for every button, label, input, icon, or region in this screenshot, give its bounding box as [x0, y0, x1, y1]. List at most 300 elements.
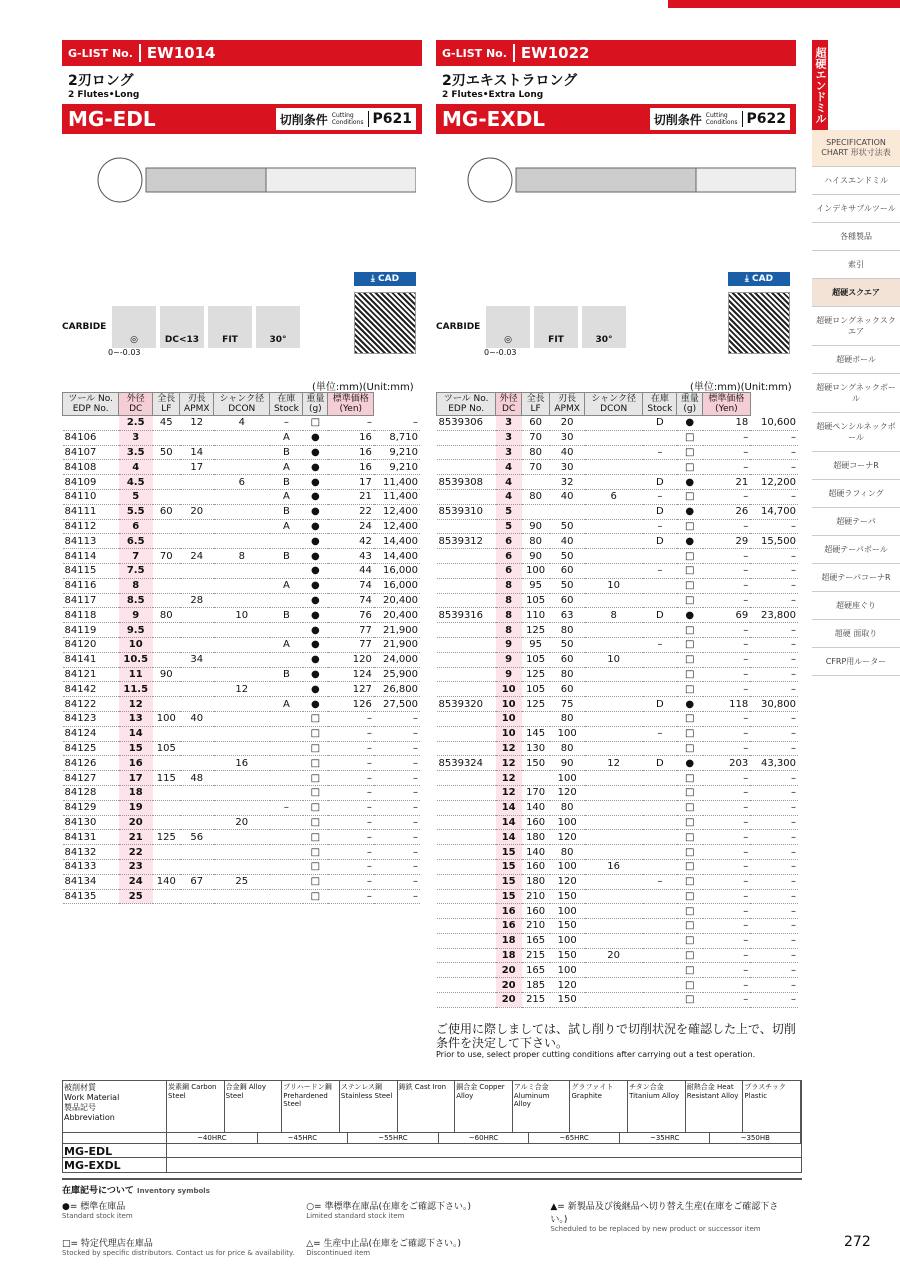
cell-1: 5 — [119, 489, 153, 504]
cell-6: ● — [303, 593, 328, 608]
cell-6: ● — [677, 608, 703, 623]
table-row — [63, 549, 421, 564]
cell-3 — [550, 504, 585, 519]
cell-1: 3 — [496, 430, 522, 445]
left-glist-code: EW1014 — [139, 44, 216, 62]
cell-8: – — [750, 578, 798, 593]
cell-3: 100 — [550, 815, 585, 830]
sidebar-item[interactable]: ハイスエンドミル — [812, 167, 900, 195]
sidebar-item[interactable]: インデキサブルツール — [812, 195, 900, 223]
material-col: 炭素鋼 Carbon Steel — [167, 1081, 225, 1132]
cell-4 — [585, 519, 643, 534]
cell-3: 56 — [180, 830, 214, 845]
category-sidebar — [812, 40, 900, 676]
cell-1: 2.5 — [119, 416, 153, 431]
cell-1: 25 — [119, 889, 153, 904]
cell-3: 60 — [550, 682, 585, 697]
carbide-label: CARBIDE — [436, 322, 481, 332]
cell-4 — [585, 993, 643, 1008]
dc-icon: DC<13 — [160, 306, 204, 348]
cell-0 — [437, 815, 496, 830]
cell-4 — [214, 519, 270, 534]
cell-8: – — [750, 948, 798, 963]
cell-5: – — [643, 519, 677, 534]
cell-7: – — [328, 711, 374, 726]
cell-1: 7.5 — [119, 563, 153, 578]
cell-2 — [153, 859, 180, 874]
sidebar-item[interactable]: 各種製品 — [812, 223, 900, 251]
cell-5 — [270, 593, 303, 608]
cell-0: 8539308 — [437, 475, 496, 490]
cell-2: 95 — [522, 637, 550, 652]
cell-4 — [214, 889, 270, 904]
inventory-item: □= 特定代理店在庫品 Stocked by specific distributors. Contact us for price & availability. — [62, 1239, 295, 1257]
cell-2: 60 — [153, 504, 180, 519]
cell-1: 12 — [496, 741, 522, 756]
col-header-0: ツール No. EDP No. — [63, 393, 119, 416]
sidebar-item[interactable]: 超硬スクエア — [812, 279, 900, 307]
cell-0 — [437, 845, 496, 860]
cell-1: 14 — [496, 815, 522, 830]
cell-1: 21 — [119, 830, 153, 845]
table-row — [63, 534, 421, 549]
cell-1: 15 — [496, 874, 522, 889]
col-header-5: 在庫 Stock — [643, 393, 677, 416]
cell-5: B — [270, 667, 303, 682]
cell-1: 17 — [119, 771, 153, 786]
cell-1: 4.5 — [119, 475, 153, 490]
cell-3 — [180, 785, 214, 800]
cell-0: 84116 — [63, 578, 119, 593]
table-row — [63, 815, 421, 830]
cell-3: 100 — [550, 726, 585, 741]
cell-0 — [437, 874, 496, 889]
cell-0 — [437, 489, 496, 504]
cell-4 — [585, 771, 643, 786]
table-row — [437, 667, 799, 682]
sidebar-item[interactable]: 超硬ロングネックボール — [812, 374, 900, 413]
cell-5 — [643, 460, 677, 475]
cell-4 — [585, 889, 643, 904]
cell-6: □ — [677, 549, 703, 564]
cell-5 — [270, 652, 303, 667]
cell-7: 77 — [328, 623, 374, 638]
cell-2: 70 — [522, 460, 550, 475]
cell-3: 100 — [550, 771, 585, 786]
cell-6: ● — [677, 475, 703, 490]
cell-2 — [153, 430, 180, 445]
cell-2: 145 — [522, 726, 550, 741]
cell-6: ● — [303, 445, 328, 460]
cell-0: 8539324 — [437, 756, 496, 771]
cell-8: 21,900 — [374, 637, 420, 652]
cell-3 — [180, 475, 214, 490]
cell-5: B — [270, 475, 303, 490]
cell-0: 8539306 — [437, 416, 496, 431]
cell-1: 6.5 — [119, 534, 153, 549]
cell-0: 84135 — [63, 889, 119, 904]
cell-2: 110 — [522, 608, 550, 623]
cell-3: 17 — [180, 460, 214, 475]
cell-8: – — [750, 993, 798, 1008]
cell-3: 120 — [550, 830, 585, 845]
cell-1: 9.5 — [119, 623, 153, 638]
table-row — [63, 593, 421, 608]
cell-2: 130 — [522, 741, 550, 756]
left-unit-label: (単位:mm)(Unit:mm) — [312, 382, 414, 393]
sidebar-item[interactable]: 超硬テーパボール — [812, 536, 900, 564]
cell-2: 90 — [153, 667, 180, 682]
cell-6: ● — [677, 504, 703, 519]
cell-7: – — [328, 815, 374, 830]
cell-3: 80 — [550, 741, 585, 756]
cell-6: □ — [677, 593, 703, 608]
cell-7: – — [703, 593, 751, 608]
cell-8: – — [750, 682, 798, 697]
cell-7: – — [703, 637, 751, 652]
cell-3 — [180, 756, 214, 771]
table-row — [437, 549, 799, 564]
cell-0 — [437, 785, 496, 800]
cell-0 — [437, 578, 496, 593]
cell-4 — [585, 919, 643, 934]
cell-5 — [643, 741, 677, 756]
cell-1: 20 — [119, 815, 153, 830]
sidebar-item[interactable]: 超硬ペンシルネックボール — [812, 413, 900, 452]
cell-8: – — [750, 800, 798, 815]
cell-8: 12,200 — [750, 475, 798, 490]
table-row — [437, 563, 799, 578]
cell-8: – — [750, 667, 798, 682]
cell-1: 12 — [496, 785, 522, 800]
cell-4 — [585, 785, 643, 800]
cell-0: 84130 — [63, 815, 119, 830]
cell-1: 20 — [496, 993, 522, 1008]
table-row — [63, 785, 421, 800]
cell-5: D — [643, 475, 677, 490]
cell-4: 10 — [585, 652, 643, 667]
cell-4 — [214, 445, 270, 460]
left-title-jp: 2刃ロング — [68, 73, 134, 89]
cell-0 — [437, 919, 496, 934]
table-row — [63, 771, 421, 786]
cell-3 — [180, 889, 214, 904]
col-header-1: 外径 DC — [119, 393, 153, 416]
sidebar-item[interactable]: 超硬コーナR — [812, 452, 900, 480]
cell-6: ● — [303, 652, 328, 667]
cell-3: 60 — [550, 563, 585, 578]
cell-3 — [180, 726, 214, 741]
cell-8: 24,000 — [374, 652, 420, 667]
left-cutting-conditions-link[interactable]: 切削条件 Cutting Conditions P621 — [276, 108, 416, 130]
cell-3 — [180, 859, 214, 874]
cell-8: – — [374, 859, 420, 874]
cell-5 — [270, 741, 303, 756]
cell-1: 10.5 — [119, 652, 153, 667]
cell-8: 26,800 — [374, 682, 420, 697]
right-spec-icons — [436, 306, 626, 348]
cell-8: – — [750, 963, 798, 978]
cell-3: 150 — [550, 993, 585, 1008]
cell-0: 84126 — [63, 756, 119, 771]
material-col: プリハードン鋼 Prehardened Steel — [282, 1081, 340, 1132]
cell-6: ● — [303, 608, 328, 623]
cell-2 — [153, 756, 180, 771]
cell-3 — [180, 534, 214, 549]
cell-5 — [270, 830, 303, 845]
cell-2: 90 — [522, 549, 550, 564]
cell-7: – — [703, 741, 751, 756]
table-row — [63, 726, 421, 741]
right-name-bar — [436, 104, 796, 134]
cell-5: – — [643, 726, 677, 741]
hardness-cell: ~350HB — [710, 1133, 801, 1143]
right-cad-button[interactable]: ⤓ CAD — [728, 272, 790, 286]
cell-5 — [643, 682, 677, 697]
cell-8: – — [750, 563, 798, 578]
cell-1: 14 — [119, 726, 153, 741]
table-row — [437, 608, 799, 623]
cell-4 — [585, 445, 643, 460]
cell-7: – — [703, 815, 751, 830]
cell-4 — [585, 475, 643, 490]
col-header-4: シャンク径 DCON — [585, 393, 643, 416]
cell-7: – — [328, 756, 374, 771]
cell-0: 84120 — [63, 637, 119, 652]
table-row — [437, 800, 799, 815]
left-cad-button[interactable]: ⤓ CAD — [354, 272, 416, 286]
left-product-name: MG-EDL — [68, 107, 156, 131]
cell-7: – — [703, 682, 751, 697]
sidebar-item-carbide-endmill[interactable]: 超硬エンドミル — [812, 40, 828, 130]
cell-2: 100 — [522, 563, 550, 578]
cell-3: 150 — [550, 889, 585, 904]
cell-1: 15 — [496, 889, 522, 904]
cell-4 — [585, 874, 643, 889]
col-header-1: 外径 DC — [496, 393, 522, 416]
cell-6: □ — [677, 771, 703, 786]
cell-7: 69 — [703, 608, 751, 623]
hardness-cell: ~65HRC — [529, 1133, 620, 1143]
cell-6: □ — [677, 519, 703, 534]
cell-1: 6 — [119, 519, 153, 534]
cell-1: 8 — [496, 623, 522, 638]
cell-6: □ — [303, 771, 328, 786]
cell-3: 100 — [550, 904, 585, 919]
cell-6: ● — [303, 637, 328, 652]
cell-7: – — [703, 549, 751, 564]
table-row — [63, 563, 421, 578]
cell-1: 19 — [119, 800, 153, 815]
cell-4 — [585, 741, 643, 756]
cell-4: 6 — [585, 489, 643, 504]
sidebar-item[interactable]: 超硬 面取り — [812, 620, 900, 648]
cell-5: D — [643, 697, 677, 712]
cell-5: – — [643, 637, 677, 652]
cell-7: 24 — [328, 519, 374, 534]
cell-3 — [180, 741, 214, 756]
cell-1: 9 — [119, 608, 153, 623]
cell-8: – — [374, 889, 420, 904]
cell-5: B — [270, 504, 303, 519]
sidebar-item[interactable]: 超硬テーパ — [812, 508, 900, 536]
cell-2 — [153, 534, 180, 549]
cell-7: – — [703, 430, 751, 445]
cell-2: 150 — [522, 756, 550, 771]
cell-2 — [153, 623, 180, 638]
sidebar-item[interactable]: 超硬ラフィング — [812, 480, 900, 508]
cell-6: □ — [677, 845, 703, 860]
cell-5 — [643, 430, 677, 445]
table-row — [63, 845, 421, 860]
cell-0: 8539312 — [437, 534, 496, 549]
cell-6: ● — [303, 667, 328, 682]
cell-7: – — [703, 904, 751, 919]
top-accent-bar — [668, 0, 900, 8]
cell-3: 63 — [550, 608, 585, 623]
cell-6: ● — [677, 756, 703, 771]
cell-8: 25,900 — [374, 667, 420, 682]
cell-5 — [270, 534, 303, 549]
table-row — [437, 489, 799, 504]
sidebar-item[interactable]: 超硬テーパコーナR — [812, 564, 900, 592]
cell-7: – — [328, 859, 374, 874]
material-col: 銅合金 Copper Alloy — [455, 1081, 513, 1132]
cell-3: 100 — [550, 933, 585, 948]
cell-6: □ — [303, 711, 328, 726]
cell-1: 11 — [119, 667, 153, 682]
cell-8: – — [374, 726, 420, 741]
left-title-en: 2 Flutes•Long — [68, 90, 140, 100]
sidebar-item[interactable]: 超硬ボール — [812, 346, 900, 374]
cell-5 — [643, 993, 677, 1008]
cell-7: – — [703, 667, 751, 682]
table-row — [437, 445, 799, 460]
cell-0: 84129 — [63, 800, 119, 815]
table-row — [437, 874, 799, 889]
cell-8: – — [374, 771, 420, 786]
cell-4 — [214, 637, 270, 652]
cell-0 — [437, 549, 496, 564]
cell-8: 11,400 — [374, 475, 420, 490]
sidebar-item[interactable]: 超硬座ぐり — [812, 592, 900, 620]
cell-1: 20 — [496, 963, 522, 978]
cell-8: 8,710 — [374, 430, 420, 445]
cell-0 — [437, 978, 496, 993]
cell-4 — [585, 726, 643, 741]
cell-0: 84110 — [63, 489, 119, 504]
cell-5 — [270, 726, 303, 741]
cell-2: 185 — [522, 978, 550, 993]
cell-1: 22 — [119, 845, 153, 860]
cell-5: B — [270, 445, 303, 460]
cell-3: 100 — [550, 859, 585, 874]
cell-6: □ — [677, 741, 703, 756]
cell-4: 6 — [214, 475, 270, 490]
cell-1: 18 — [496, 933, 522, 948]
cell-5: A — [270, 430, 303, 445]
cell-8: – — [750, 889, 798, 904]
left-qr-code[interactable] — [354, 292, 416, 354]
cell-7: – — [703, 845, 751, 860]
cell-7: 22 — [328, 504, 374, 519]
table-row — [437, 948, 799, 963]
right-endmill-drawing — [466, 150, 796, 210]
cell-4 — [585, 534, 643, 549]
right-product-panel — [436, 40, 796, 134]
cell-2: 80 — [522, 489, 550, 504]
cell-2 — [153, 889, 180, 904]
cell-4 — [214, 430, 270, 445]
cell-8: – — [750, 919, 798, 934]
cell-1: 24 — [119, 874, 153, 889]
cell-4 — [585, 963, 643, 978]
cell-5 — [643, 948, 677, 963]
sidebar-item[interactable]: CFRP用ルーター — [812, 648, 900, 676]
cell-3 — [180, 519, 214, 534]
cell-1: 15 — [119, 741, 153, 756]
right-qr-code[interactable] — [728, 292, 790, 354]
cell-1: 4 — [496, 460, 522, 475]
cell-0 — [437, 726, 496, 741]
cell-6: □ — [677, 904, 703, 919]
cell-5 — [270, 711, 303, 726]
left-name-bar — [62, 104, 422, 134]
cell-3 — [180, 667, 214, 682]
cell-6: □ — [677, 711, 703, 726]
cell-7: – — [703, 578, 751, 593]
cell-6: □ — [677, 563, 703, 578]
cell-7: – — [703, 771, 751, 786]
cell-1: 18 — [119, 785, 153, 800]
cell-0: 84127 — [63, 771, 119, 786]
cell-8: – — [374, 711, 420, 726]
table-row — [437, 859, 799, 874]
cell-8: – — [750, 741, 798, 756]
cell-7: – — [328, 830, 374, 845]
cell-6: ● — [303, 682, 328, 697]
cell-4 — [585, 682, 643, 697]
sidebar-item[interactable]: 索引 — [812, 251, 900, 279]
cell-0: 8539310 — [437, 504, 496, 519]
col-header-2: 全長 LF — [522, 393, 550, 416]
sidebar-item[interactable]: 超硬ロングネックスクエア — [812, 307, 900, 346]
cell-5 — [643, 933, 677, 948]
cell-0 — [437, 682, 496, 697]
table-row — [437, 771, 799, 786]
cell-6: □ — [677, 445, 703, 460]
cell-4 — [214, 460, 270, 475]
cell-3: 20 — [180, 504, 214, 519]
cell-8: 20,400 — [374, 608, 420, 623]
cell-6: ● — [677, 534, 703, 549]
cell-0 — [437, 963, 496, 978]
cell-6: □ — [677, 993, 703, 1008]
cell-1: 16 — [496, 904, 522, 919]
cell-1: 6 — [496, 563, 522, 578]
right-cutting-conditions-link[interactable]: 切削条件 Cutting Conditions P622 — [650, 108, 790, 130]
cell-1: 10 — [496, 682, 522, 697]
inventory-item: △= 生産中止品(在庫をご確認下さい。) Discontinued item — [306, 1239, 462, 1257]
cell-3: 80 — [550, 667, 585, 682]
usage-note-en: Prior to use, select proper cutting conditions after carrying out a test operation. — [436, 1050, 756, 1059]
sidebar-item[interactable]: SPECIFICATION CHART 形状寸法表 — [812, 130, 900, 167]
cell-1: 4 — [496, 475, 522, 490]
cell-0 — [437, 652, 496, 667]
cell-7: – — [703, 874, 751, 889]
cell-8: – — [750, 637, 798, 652]
cell-4: 10 — [214, 608, 270, 623]
